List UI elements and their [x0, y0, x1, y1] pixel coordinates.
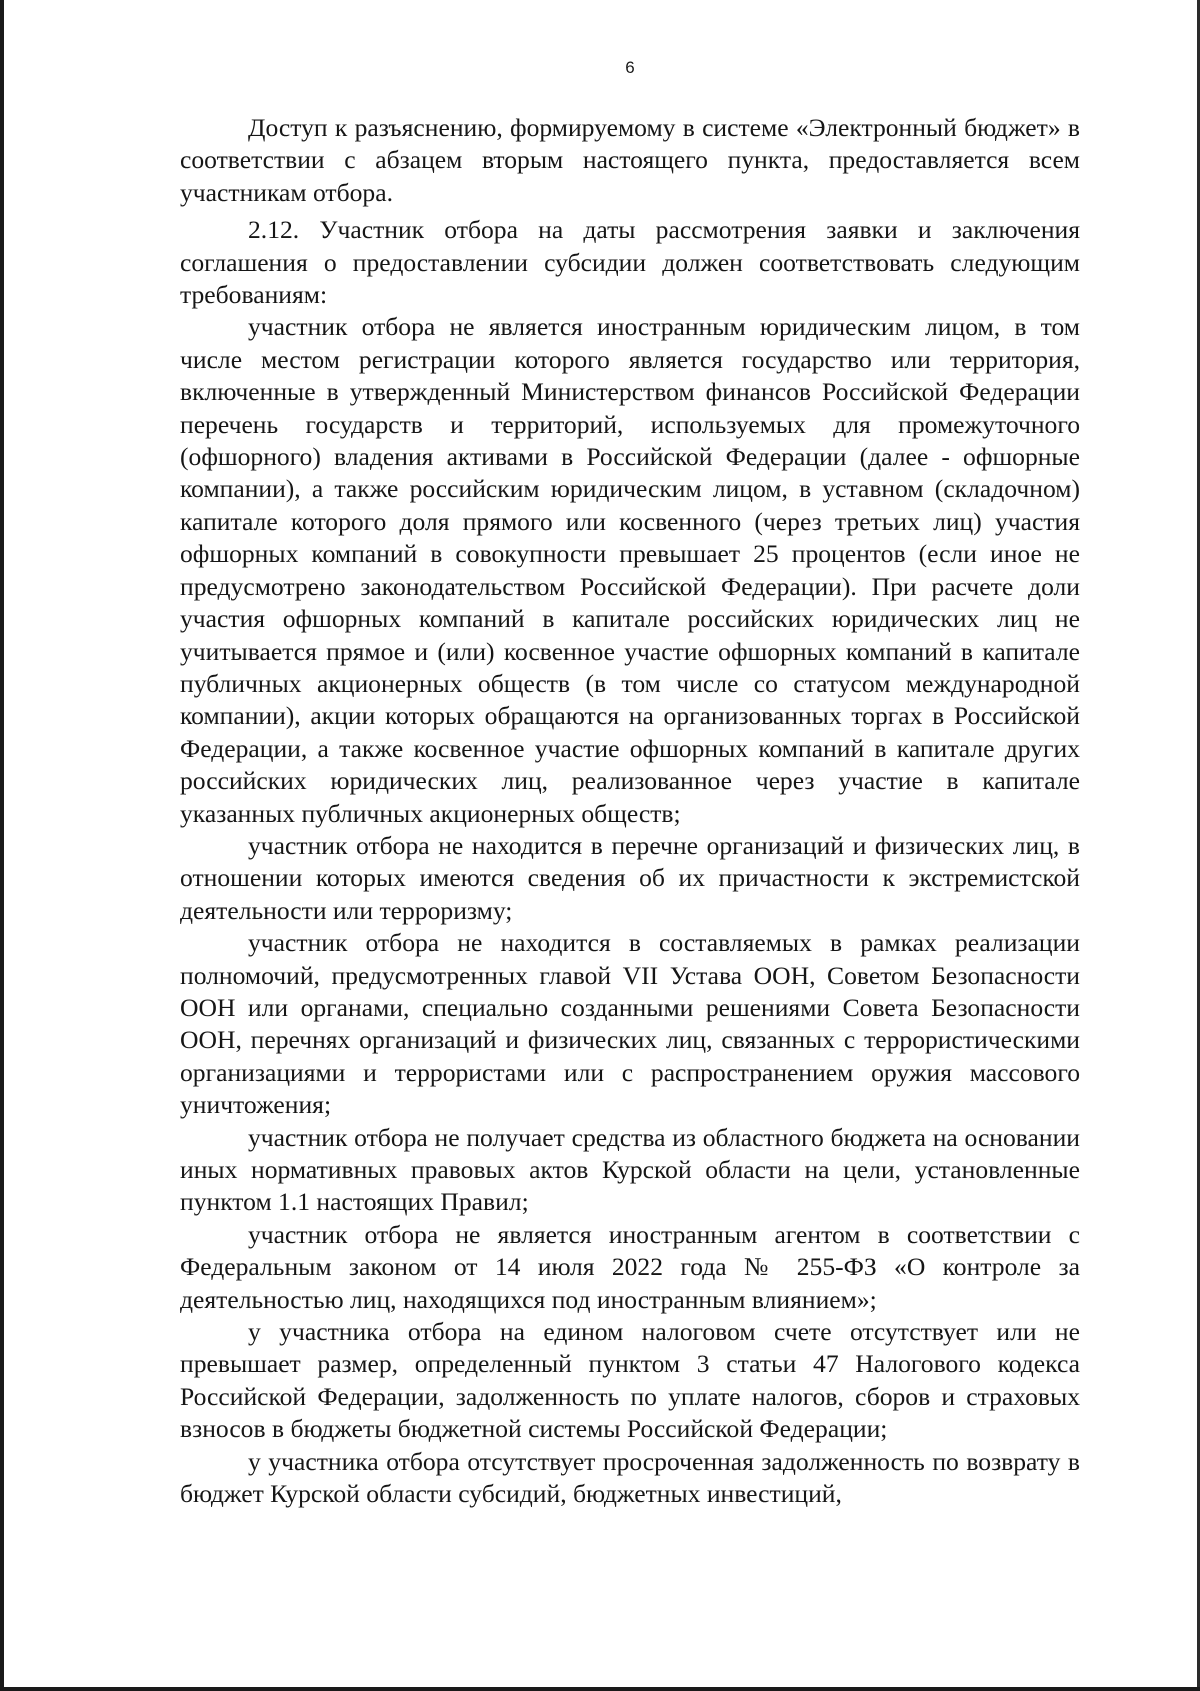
paragraph-not-un-sanctions-list: участник отбора не находится в составляемых в рамках реализации полномочий, предусмотренных главой VII Устава ООН, Советом Безопасности ООН или органами, специально созданными решениями Совета Безопасности ООН, перечнях организаций и физических лиц, связанных с террористическими организациями и террористами или с распространением оружия массового уничтожения; [180, 928, 1080, 1120]
page-number: 6 [625, 58, 635, 77]
paragraph-not-extremist-list: участник отбора не находится в перечне организаций и физических лиц, в отношении которых имеются сведения об их причастности к экстремистской деятельности или терроризму; [180, 830, 1080, 925]
scan-edge-left [0, 0, 4, 1691]
paragraph-no-tax-debt: у участника отбора на едином налоговом счете отсутствует или не превышает размер, определенный пунктом 3 статьи 47 Налогового кодекса Российской Федерации, задолженность по уплате налогов, сборов и страховых взносов в бюджеты бюджетной системы Российской Федерации; [180, 1317, 1080, 1444]
paragraph-no-other-regional-funds: участник отбора не получает средства из областного бюджета на основании иных нормативных правовых актов Курской области на цели, установленные пунктом 1.1 настоящих Правил; [180, 1122, 1080, 1217]
paragraph-no-overdue-subsidy-debt: у участника отбора отсутствует просроченная задолженность по возврату в бюджет Курской области субсидий, бюджетных инвестиций, [180, 1446, 1080, 1509]
paragraph-section-2-12: 2.12. Участник отбора на даты рассмотрения заявки и заключения соглашения о предоставлении субсидии должен соответствовать следующим требованиям: [180, 215, 1080, 310]
paragraph-not-foreign-agent: участник отбора не является иностранным агентом в соответствии с Федеральным законом от 14 июля 2022 года № 255-ФЗ «О контроле за деятельностью лиц, находящихся под иностранным влиянием»; [180, 1219, 1080, 1314]
scan-edge-bottom [0, 1687, 1200, 1691]
paragraph-not-foreign-entity: участник отбора не является иностранным юридическим лицом, в том числе местом регистрации которого является государство или территория, включенные в утвержденный Министерством финансов Российской Федерации перечень государств и территорий, используемых для промежуточного (офшорного) владения активами в Российской Федерации (далее - офшорные компании), а также российским юридическим лицом, в уставном (складочном) капитале которого доля прямого или косвенного (через третьих лиц) участия офшорных компаний в совокупности превышает 25 процентов (если иное не предусмотрено законодательством Российской Федерации). При расчете доли участия офшорных компаний в капитале российских юридических лиц не учитывается прямое и (или) косвенное участие офшорных компаний в капитале публичных акционерных обществ (в том числе со статусом международной компании), акции которых обращаются на организованных торгах в Российской Федерации, а также косвенное участие офшорных компаний в капитале других российских юридических лиц, реализованное через участие в капитале указанных публичных акционерных обществ; [180, 312, 1080, 828]
paragraph-clarification-access: Доступ к разъяснению, формируемому в системе «Электронный бюджет» в соответствии с абзацем вторым настоящего пункта, предоставляется всем участникам отбора. [180, 113, 1080, 207]
document-page [180, 58, 1080, 1510]
